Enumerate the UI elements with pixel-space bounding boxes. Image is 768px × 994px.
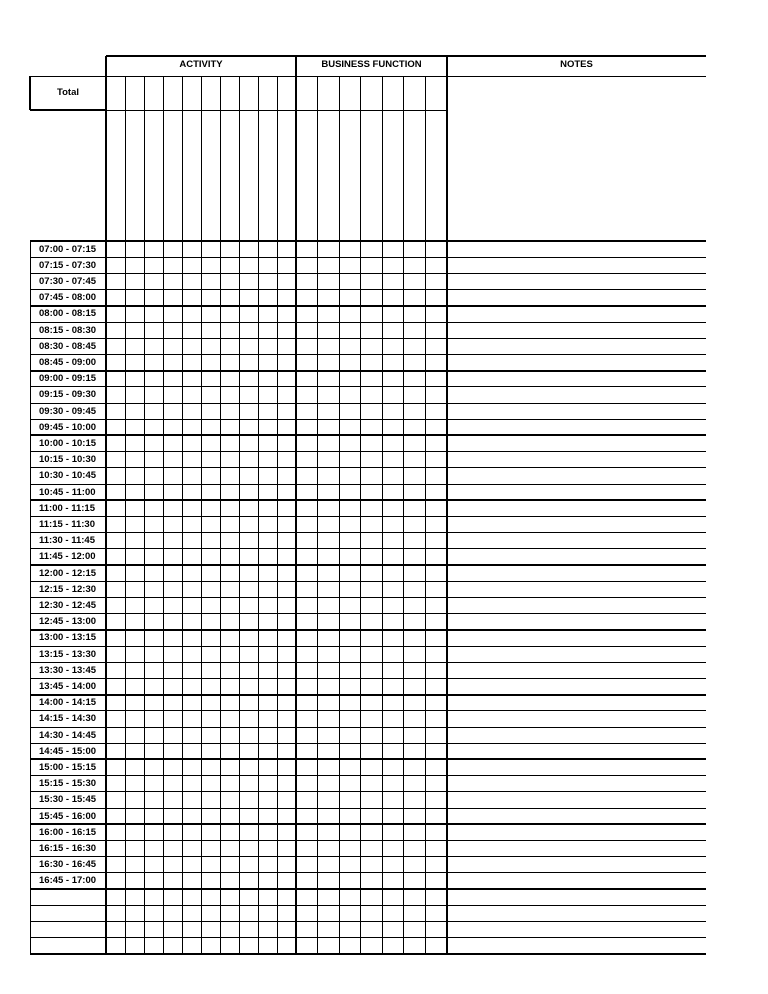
total-label: Total xyxy=(57,87,79,98)
time-slot-label: 11:45 - 12:00 xyxy=(39,551,96,563)
business-function-subcolumn-line xyxy=(317,76,318,954)
time-slot-label: 08:15 - 08:30 xyxy=(39,324,97,336)
business-function-subcolumn-line xyxy=(360,76,361,954)
row-separator xyxy=(30,613,706,614)
time-slot-label: 12:15 - 12:30 xyxy=(39,583,97,595)
time-slot-label: 16:45 - 17:00 xyxy=(39,875,97,887)
row-separator xyxy=(30,273,706,274)
hour-separator xyxy=(30,305,706,307)
row-separator xyxy=(30,937,706,938)
row-separator xyxy=(30,743,706,744)
row-separator xyxy=(30,354,706,355)
row-separator xyxy=(30,403,706,404)
row-separator xyxy=(30,338,706,339)
hour-separator xyxy=(30,564,706,566)
time-slot-label: 09:15 - 09:30 xyxy=(39,389,97,401)
row-separator xyxy=(30,678,706,679)
row-separator xyxy=(30,905,706,906)
time-slot-label: 16:15 - 16:30 xyxy=(39,842,97,854)
hour-separator xyxy=(30,694,706,696)
business-function-right-border xyxy=(446,56,448,954)
activity-subcolumn-line xyxy=(277,76,278,954)
time-slot-label: 13:15 - 13:30 xyxy=(39,648,97,660)
activity-header: ACTIVITY xyxy=(179,59,223,70)
row-separator xyxy=(30,662,706,663)
time-slot-label: 14:00 - 14:15 xyxy=(39,697,97,709)
business-function-subcolumn-line xyxy=(403,76,404,954)
row-separator xyxy=(30,289,706,290)
business-function-subcolumn-line xyxy=(382,76,383,954)
activity-subcolumn-line xyxy=(182,76,183,954)
row-separator xyxy=(30,467,706,468)
notes-header: NOTES xyxy=(560,59,593,70)
time-slot-label: 09:45 - 10:00 xyxy=(39,421,97,433)
time-slot-label: 10:30 - 10:45 xyxy=(39,470,97,482)
time-slot-label: 15:45 - 16:00 xyxy=(39,810,97,822)
row-separator xyxy=(30,808,706,809)
business-function-subcolumn-line xyxy=(425,76,426,954)
time-slot-label: 15:00 - 15:15 xyxy=(39,761,97,773)
row-separator xyxy=(30,419,706,420)
hour-separator xyxy=(30,953,706,955)
row-separator xyxy=(30,775,706,776)
hour-separator xyxy=(30,888,706,890)
time-slot-label: 07:15 - 07:30 xyxy=(39,259,97,271)
time-slot-label: 11:30 - 11:45 xyxy=(39,535,95,547)
time-slot-label: 10:45 - 11:00 xyxy=(39,486,96,498)
time-slot-label: 13:45 - 14:00 xyxy=(39,680,97,692)
time-slot-label: 12:45 - 13:00 xyxy=(39,616,97,628)
time-slot-label: 07:30 - 07:45 xyxy=(39,275,97,287)
activity-subcolumn-line xyxy=(163,76,164,954)
activity-subcolumn-line xyxy=(144,76,145,954)
time-slot-label: 08:30 - 08:45 xyxy=(39,340,97,352)
row-separator xyxy=(30,597,706,598)
time-slot-label: 09:00 - 09:15 xyxy=(39,373,97,385)
row-separator xyxy=(30,516,706,517)
time-slot-label: 11:15 - 11:30 xyxy=(39,518,95,530)
time-slot-label: 16:30 - 16:45 xyxy=(39,859,97,871)
activity-subcolumn-line xyxy=(258,76,259,954)
header-bottom-border xyxy=(30,76,706,77)
row-separator xyxy=(30,257,706,258)
time-slot-label: 12:30 - 12:45 xyxy=(39,599,97,611)
time-slot-label: 14:15 - 14:30 xyxy=(39,713,97,725)
row-separator xyxy=(30,322,706,323)
hour-separator xyxy=(30,499,706,501)
time-slot-label: 15:15 - 15:30 xyxy=(39,778,97,790)
row-separator xyxy=(30,840,706,841)
hour-separator xyxy=(30,823,706,825)
time-slot-label: 12:00 - 12:15 xyxy=(39,567,97,579)
row-separator xyxy=(30,581,706,582)
row-separator xyxy=(30,548,706,549)
row-separator xyxy=(30,710,706,711)
row-separator xyxy=(30,872,706,873)
time-slot-label: 14:45 - 15:00 xyxy=(39,745,97,757)
time-slot-label: 10:15 - 10:30 xyxy=(39,454,97,466)
row-separator xyxy=(30,451,706,452)
activity-right-border xyxy=(295,56,297,954)
total-bottom-border xyxy=(30,109,106,111)
activity-subcolumn-line xyxy=(201,76,202,954)
activity-subcolumn-line xyxy=(239,76,240,954)
time-slot-label: 15:30 - 15:45 xyxy=(39,794,97,806)
row-separator xyxy=(30,646,706,647)
row-separator xyxy=(30,791,706,792)
hour-separator xyxy=(30,434,706,436)
business-function-subcolumn-line xyxy=(339,76,340,954)
time-slot-label: 10:00 - 10:15 xyxy=(39,437,97,449)
hour-separator xyxy=(30,370,706,372)
time-slot-label: 08:00 - 08:15 xyxy=(39,308,97,320)
row-separator xyxy=(30,856,706,857)
time-slot-label: 14:30 - 14:45 xyxy=(39,729,97,741)
row-separator xyxy=(30,727,706,728)
row-separator xyxy=(30,532,706,533)
time-slot-label: 16:00 - 16:15 xyxy=(39,826,97,838)
time-slot-label: 07:00 - 07:15 xyxy=(39,243,97,255)
activity-subcolumn-line xyxy=(125,76,126,954)
hour-separator xyxy=(30,240,706,242)
time-slot-label: 13:30 - 13:45 xyxy=(39,664,97,676)
row-separator xyxy=(30,921,706,922)
row-separator xyxy=(30,484,706,485)
business-function-header: BUSINESS FUNCTION xyxy=(321,59,422,70)
time-slot-label: 08:45 - 09:00 xyxy=(39,356,97,368)
hour-separator xyxy=(30,758,706,760)
hour-separator xyxy=(30,629,706,631)
time-slot-label: 11:00 - 11:15 xyxy=(39,502,95,514)
row-separator xyxy=(30,386,706,387)
time-slot-label: 13:00 - 13:15 xyxy=(39,632,97,644)
activity-subcolumn-line xyxy=(220,76,221,954)
time-slot-label: 09:30 - 09:45 xyxy=(39,405,97,417)
time-slot-label: 07:45 - 08:00 xyxy=(39,292,97,304)
